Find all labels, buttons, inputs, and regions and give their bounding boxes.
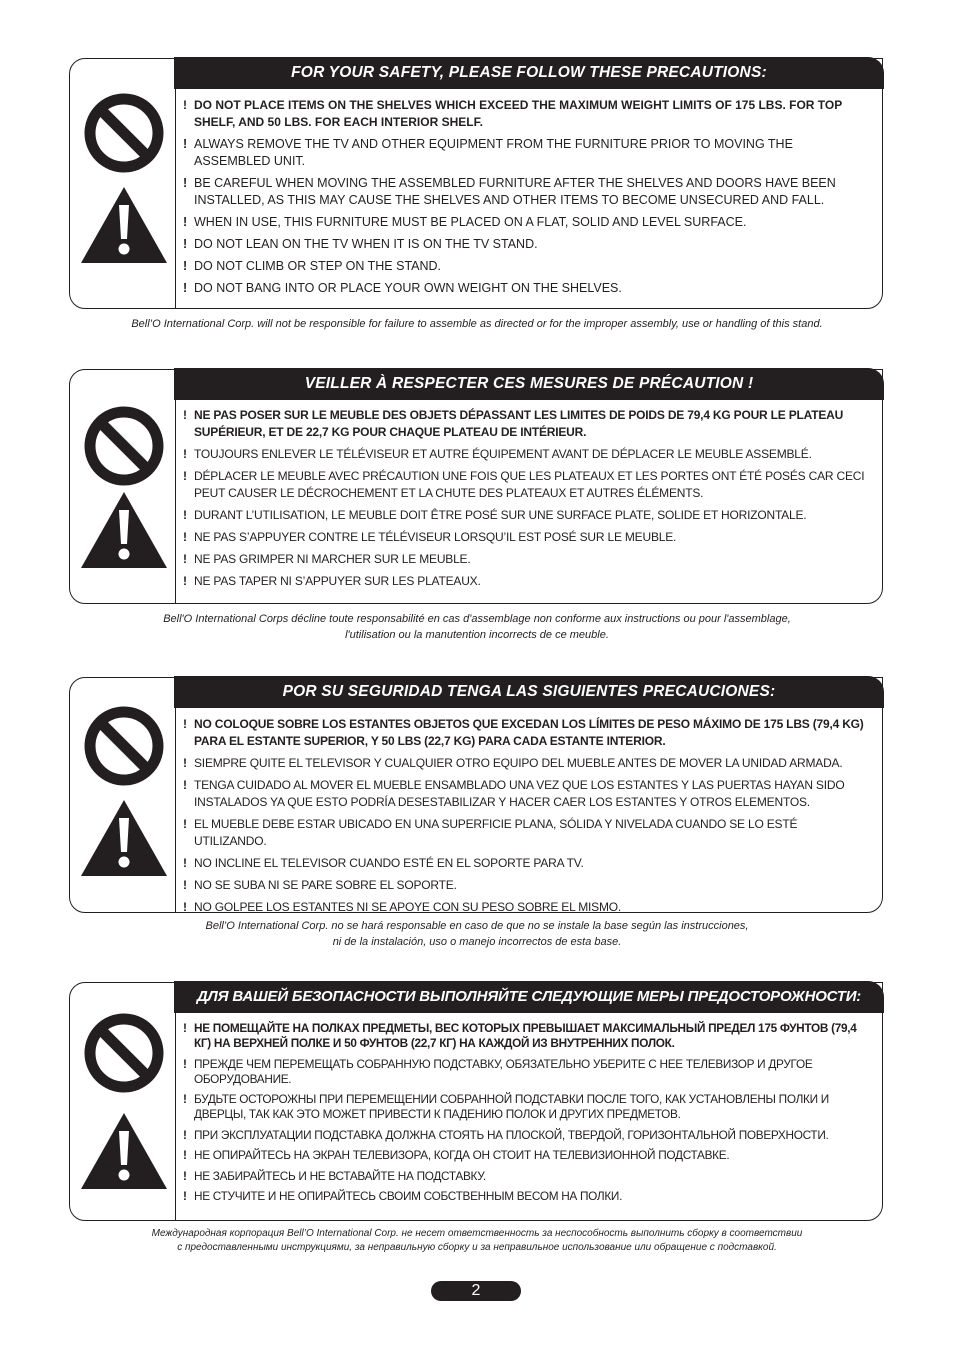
warning-triangle-icon xyxy=(81,492,167,568)
precautions-box xyxy=(69,982,883,1221)
disclaimer-line: Bell'O International Corps décline toute responsabilité en cas d'assemblage non conforme aux instructions ou pour l'assemblage, xyxy=(163,613,791,625)
disclaimer-line: с предоставленными инструкциями, за неправильную сборку и за неправильное использование или обращение с подставкой. xyxy=(177,1242,777,1253)
bullet-mark: ! xyxy=(183,1148,187,1162)
list-item: ! ПРИ ЭКСПЛУАТАЦИИ ПОДСТАВКА ДОЛЖНА СТОЯТЬ НА ПЛОСКОЙ, ТВЕРДОЙ, ГОРИЗОНТАЛЬНОЙ ПОВЕРХНОСТИ. xyxy=(183,1127,829,1142)
list-item: ! NE PAS POSER SUR LE MEUBLE DES OBJETS DÉPASSANT LES LIMITES DE POIDS DE 79,4 KG POUR LE PLATEAU SUPÉRIEUR, ET DE 22,7 KG POUR CHAQUE PLATEAU DE INTÉRIEUR. xyxy=(183,408,844,439)
icon-column xyxy=(70,678,176,912)
disclaimer: Bell’O International Corp. will not be responsible for failure to assemble as directed or for the improper assembly, use or handling of this stand. xyxy=(131,318,823,330)
list-item: ! НЕ ЗАБИРАЙТЕСЬ И НЕ ВСТАВАЙТЕ НА ПОДСТАВКУ. xyxy=(183,1168,486,1183)
bullet-mark: ! xyxy=(183,778,187,792)
bullet-mark: ! xyxy=(183,574,187,588)
list-item: ! БУДЬТЕ ОСТОРОЖНЫ ПРИ ПЕРЕМЕЩЕНИИ СОБРАННОЙ ПОДСТАВКИ ПОСЛЕ ТОГО, КАК УСТАНОВЛЕНЫ ПОЛКИ И ДВЕРЦЫ, ТАК КАК ЭТО МОЖЕТ ПРИВЕСТИ К ПАДЕНИЮ ПОЛОК И ДРУГИХ ПРЕДМЕТОВ. xyxy=(183,1092,829,1121)
list-item: ! WHEN IN USE, THIS FURNITURE MUST BE PLACED ON A FLAT, SOLID AND LEVEL SURFACE. xyxy=(183,215,747,229)
bullet-mark: ! xyxy=(183,900,187,914)
bullet-mark: ! xyxy=(183,469,187,483)
prohibition-sign-icon xyxy=(82,1011,166,1095)
precaution-list xyxy=(183,716,870,921)
list-item: ! DO NOT CLIMB OR STEP ON THE STAND. xyxy=(183,259,442,273)
list-item: ! DÉPLACER LE MEUBLE AVEC PRÉCAUTION UNE FOIS QUE LES PLATEAUX ET LES PORTES ONT ÉTÉ POSÉS CAR CECI PEUT CAUSER LE DÉCROCHEMENT ET LA CHUTE DES PLATEAUX ET AUTRES ÉLÉMENTS. xyxy=(183,469,865,500)
list-item: ! ALWAYS REMOVE THE TV AND OTHER EQUIPMENT FROM THE FURNITURE PRIOR TO MOVING THE ASSEMBLED UNIT. xyxy=(183,137,793,168)
icon-column xyxy=(70,983,176,1220)
section-header: FOR YOUR SAFETY, PLEASE FOLLOW THESE PRECAUTIONS: xyxy=(174,57,884,89)
bullet-mark: ! xyxy=(183,1168,187,1183)
bullet-mark: ! xyxy=(183,281,188,295)
precautions-box xyxy=(69,677,883,913)
list-item: ! DO NOT BANG INTO OR PLACE YOUR OWN WEIGHT ON THE SHELVES. xyxy=(183,281,622,295)
disclaimer-line: Bell’O International Corp. no se hará responsable en caso de que no se instale la base según las instrucciones, xyxy=(205,920,749,932)
disclaimer-line: Международная корпорация Bell’O International Corp. не несет ответственность за неспособность выполнить сборку в соответствии xyxy=(151,1228,803,1239)
bullet-mark: ! xyxy=(183,1127,187,1142)
bullet-mark: ! xyxy=(183,878,187,892)
bullet-mark: ! xyxy=(183,447,187,461)
prohibition-sign-icon xyxy=(82,704,166,788)
list-item: ! NO GOLPEE LOS ESTANTES NI SE APOYE CON SU PESO SOBRE EL MISMO. xyxy=(183,900,622,914)
list-item: ! SIEMPRE QUITE EL TELEVISOR Y CUALQUIER OTRO EQUIPO DEL MUEBLE ANTES DE MOVER LA UNIDAD ARMADA. xyxy=(183,756,843,770)
bullet-mark: ! xyxy=(183,1189,187,1203)
disclaimer-line: ni de la instalación, uso o manejo incorrectos de esta base. xyxy=(332,936,622,948)
bullet-mark: ! xyxy=(183,1056,187,1071)
list-item: ! DURANT L’UTILISATION, LE MEUBLE DOIT ÊTRE POSÉ SUR UNE SURFACE PLATE, SOLIDE ET HORIZONTALE. xyxy=(183,508,807,522)
bullet-mark: ! xyxy=(183,259,188,273)
bullet-mark: ! xyxy=(183,1021,187,1035)
list-item: ! NO COLOQUE SOBRE LOS ESTANTES OBJETOS QUE EXCEDAN LOS LÍMITES DE PESO MÁXIMO DE 175 LBS (79,4 KG) PARA EL ESTANTE SUPERIOR, Y 50 LBS (22,7 KG) PARA CADA ESTANTE INTERIOR. xyxy=(183,717,864,748)
precautions-box xyxy=(69,58,883,309)
list-item: ! BE CAREFUL WHEN MOVING THE ASSEMBLED FURNITURE AFTER THE SHELVES AND DOORS HAVE BEEN INSTALLED, AS THIS MAY CAUSE THE SHELVES AND OTHER ITEMS TO BECOME UNSECURED AND FALL. xyxy=(183,176,836,207)
list-item: ! ПРЕЖДЕ ЧЕМ ПЕРЕМЕЩАТЬ СОБРАННУЮ ПОДСТАВКУ, ОБЯЗАТЕЛЬНО УБЕРИТЕ С НЕЕ ТЕЛЕВИЗОР И ДРУГОЕ ОБОРУДОВАНИЕ. xyxy=(183,1056,813,1086)
bullet-mark: ! xyxy=(183,508,187,522)
section-header: POR SU SEGURIDAD TENGA LAS SIGUIENTES PRECAUCIONES: xyxy=(174,676,884,708)
list-item: ! NE PAS TAPER NI S’APPUYER SUR LES PLATEAUX. xyxy=(183,574,481,588)
list-item: ! НЕ ОПИРАЙТЕСЬ НА ЭКРАН ТЕЛЕВИЗОРА, КОГДА ОН СТОИТ НА ТЕЛЕВИЗИОННОЙ ПОДСТАВКЕ. xyxy=(183,1148,730,1162)
list-item: ! НЕ ПОМЕЩАЙТЕ НА ПОЛКАХ ПРЕДМЕТЫ, ВЕС КОТОРЫХ ПРЕВЫШАЕТ МАКСИМАЛЬНЫЙ ПРЕДЕЛ 175 ФУНТОВ (79,4 КГ) НА ВЕРХНЕЙ ПОЛКЕ И 50 ФУНТОВ (22,7 КГ) НА КАЖДОЙ ИЗ ВНУТРЕННИХ ПОЛОК. xyxy=(183,1021,857,1050)
section-header: VEILLER À RESPECTER CES MESURES DE PRÉCAUTION ! xyxy=(174,368,884,400)
list-item: ! TOUJOURS ENLEVER LE TÉLÉVISEUR ET AUTRE ÉQUIPEMENT AVANT DE DÉPLACER LE MEUBLE ASSEMBLÉ. xyxy=(183,447,812,461)
list-item: ! DO NOT LEAN ON THE TV WHEN IT IS ON THE TV STAND. xyxy=(183,237,538,251)
bullet-mark: ! xyxy=(183,137,188,151)
bullet-mark: ! xyxy=(183,552,187,566)
prohibition-sign-icon xyxy=(82,404,166,488)
warning-triangle-icon xyxy=(81,800,167,876)
bullet-mark: ! xyxy=(183,1092,187,1106)
precaution-list xyxy=(183,1021,870,1210)
list-item: ! NE PAS GRIMPER NI MARCHER SUR LE MEUBLE. xyxy=(183,552,471,566)
icon-column xyxy=(70,59,176,308)
bullet-mark: ! xyxy=(183,530,187,544)
bullet-mark: ! xyxy=(183,215,188,229)
list-item: ! TENGA CUIDADO AL MOVER EL MUEBLE ENSAMBLADO UNA VEZ QUE LOS ESTANTES Y LAS PUERTAS HAYAN SIDO INSTALADOS YA QUE ESTO PODRÍA DESESTABILIZAR Y HACER CAER LOS ESTANTES Y OTROS ELEMENTOS. xyxy=(183,778,845,809)
list-item: ! NO SE SUBA NI SE PARE SOBRE EL SOPORTE. xyxy=(183,878,457,892)
disclaimer xyxy=(40,611,914,643)
list-item: ! НЕ СТУЧИТЕ И НЕ ОПИРАЙТЕСЬ СВОИМ СОБСТВЕННЫМ ВЕСОМ НА ПОЛКИ. xyxy=(183,1189,623,1203)
precautions-box xyxy=(69,369,883,604)
section-header: ДЛЯ ВАШЕЙ БЕЗОПАСНОСТИ ВЫПОЛНЯЙТЕ СЛЕДУЮЩИЕ МЕРЫ ПРЕДОСТОРОЖНОСТИ: xyxy=(174,981,884,1013)
bullet-mark: ! xyxy=(183,717,187,731)
disclaimer xyxy=(40,918,914,950)
bullet-mark: ! xyxy=(183,817,187,831)
bullet-mark: ! xyxy=(183,98,187,112)
list-item: ! NO INCLINE EL TELEVISOR CUANDO ESTÉ EN EL SOPORTE PARA TV. xyxy=(183,856,584,870)
bullet-mark: ! xyxy=(183,856,187,870)
icon-column xyxy=(70,370,176,603)
precaution-list xyxy=(183,97,870,302)
prohibition-sign-icon xyxy=(82,91,166,175)
list-item: ! DO NOT PLACE ITEMS ON THE SHELVES WHICH EXCEED THE MAXIMUM WEIGHT LIMITS OF 175 LBS. FOR TOP SHELF, AND 50 LBS. FOR EACH INTERIOR SHELF. xyxy=(183,98,843,129)
bullet-mark: ! xyxy=(183,756,187,770)
list-item: ! NE PAS S’APPUYER CONTRE LE TÉLÉVISEUR LORSQU’IL EST POSÉ SUR LE MEUBLE. xyxy=(183,530,677,544)
disclaimer-line: l'utilisation ou la manutention incorrects de ce meuble. xyxy=(345,629,609,641)
bullet-mark: ! xyxy=(183,176,188,190)
bullet-mark: ! xyxy=(183,408,187,422)
disclaimer xyxy=(40,1227,914,1255)
page-number: 2 xyxy=(431,1281,521,1301)
list-item: ! EL MUEBLE DEBE ESTAR UBICADO EN UNA SUPERFICIE PLANA, SÓLIDA Y NIVELADA CUANDO SE LO ESTÉ UTILIZANDO. xyxy=(183,817,798,848)
warning-triangle-icon xyxy=(81,187,167,263)
precaution-list xyxy=(183,407,870,595)
bullet-mark: ! xyxy=(183,237,188,251)
warning-triangle-icon xyxy=(81,1113,167,1189)
